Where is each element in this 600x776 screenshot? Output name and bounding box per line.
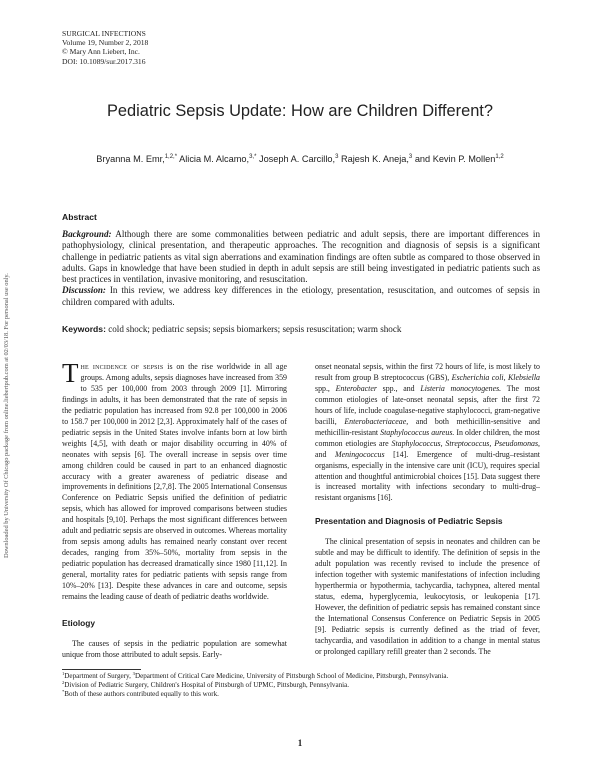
author-list xyxy=(0,154,600,164)
page-title: Pediatric Sepsis Update: How are Children Different? xyxy=(107,102,493,120)
right-column xyxy=(315,362,540,658)
intro-paragraph: is on the rise worldwide in all age groups. Among adults, sepsis diagnoses have increased from 359 to 535 per 100,000 from 2003 through 2009 [1]. Mirroring findings in adults, it has been demonstrated that the rate of sepsis in the pediatric population has increased from 92.8 per 100,000 in 2006 to 158.7 per 100,000 in 2012 [2,3]. Approximately half of the cases of pediatric sepsis in the United States involve infants born at low birth weights [4,5], with death or major disability occurring in 40% of neonates with sepsis [6]. The overall increase in sepsis over time among children could be caused in part to an enhanced diagnostic accuracy with a greater awareness of pediatric disease and improvements in definitions [2,7,8]. The 2005 International Consensus Conference on Pediatric Sepsis unified the definition of pediatric sepsis, which has allowed for improved comparisons between studies and hospitals [9,10]. Perhaps the most significant differences between adult and pediatric sepsis are observed in outcomes. Whereas mortality from sepsis among adults has remained nearly constant over recent decades, ranging from 35%–50%, mortality from sepsis in the pediatric population has decreased dramatically since 1980 [11,12]. In general, mortality rates for pediatric patients with sepsis range from 10%–20% [13]. Despite these advances in care and outcome, sepsis remains the leading cause of death of pediatric deaths worldwide. xyxy=(62,362,288,602)
presentation-paragraph: The clinical presentation of sepsis in neonates and children can be subtle and may be difficult to identify. The definition of sepsis in the adult population was recently revised to include the presence of infection together with systemic manifestations of infection including hyperthermia or hypothermia, tachycardia, tachypnea, altered mental status, edema, hyperglycemia, leukocytosis, or leukopenia [17]. However, the definition of pediatric sepsis has remained constant since the International Consensus Conference on Pediatric Sepsis in 2005 [9]. Pediatric sepsis is currently defined as the triad of fever, tachycardia, and vasodilation in addition to a change in mental status or prolonged capillary refill greater than 2 seconds. The xyxy=(315,537,540,656)
journal-volume: Volume 19, Number 2, 2018 xyxy=(62,38,149,48)
author-name: Bryanna M. Emr, xyxy=(96,154,165,164)
author-affiliation: 1,2,* xyxy=(164,154,178,160)
journal-copyright: © Mary Ann Liebert, Inc. xyxy=(62,47,140,57)
etiology-continued-paragraph: onset neonatal sepsis, within the first 72 hours of life, is most likely to result from group B streptococcus (GBS), Escherichia coli, Klebsiella spp., Enterobacter spp., and Listeria monocytogenes. The most common etiologies of late-onset neonatal sepsis, after the first 72 hours of life, include coagulase-negative staphylococci, gram-negative bacilli, Enterobacteriaceae, and both methicillin-sensitive and methicillin-resistant Staphylococcus aureus. In older children, the most common etiologies are Staphylococcus, Streptococcus, Pseudomonas, and Meningococcus [14]. Emergence of multi-drug–resistant organisms, especially in the intensive care unit (ICU), requires special attention and thoughtful antimicrobial choices [15]. Data suggest there is increased mortality with infections secondary to multi-drug–resistant organisms [16]. xyxy=(315,362,541,503)
author-affiliation: 3 xyxy=(335,154,339,160)
author-name: Alicia M. Alcamo, xyxy=(179,154,250,164)
intro-smallcaps: he incidence of sepsis xyxy=(80,362,164,371)
journal-doi[interactable]: DOI: 10.1089/sur.2017.316 xyxy=(62,56,146,66)
footnote-item: $^2$Division of Pediatric Surgery, Children's Hospital of Pittsburgh of UPMC, Pittsburgh, Pennsylvania. xyxy=(62,680,350,690)
abstract-background-text: Although there are some commonalities between pediatric and adult sepsis, there are important differences in pathophysiology, clinical presentation, and therapeutic approaches. The recognition and diagnosis of sepsis is a significant challenge in pediatric patients as vital sign aberrations and examination findings are often subtle as compared to those observed in adults. Gaps in knowledge that have been studied in depth in adult sepsis are still being investigated in pediatric patients such as best practices in ventilation, invasive monitoring, and resuscitation. xyxy=(62,229,540,285)
footnote-item: *Both of these authors contributed equally to this work. xyxy=(62,689,219,699)
journal-header xyxy=(62,29,148,66)
author-affiliation: 3 xyxy=(408,154,413,160)
author-affiliation: 1,2 xyxy=(495,154,504,160)
footnotes xyxy=(62,672,542,700)
author-affiliation: 3,* xyxy=(249,154,257,160)
abstract-heading: Abstract xyxy=(62,212,97,222)
etiology-heading: Etiology xyxy=(62,617,96,628)
keywords-label: Keywords: xyxy=(62,324,106,334)
abstract-background-label: Background: xyxy=(62,229,112,239)
left-column xyxy=(62,358,288,661)
etiology-paragraph: The causes of sepsis in the pediatric population are somewhat unique from those attributed to adult sepsis. Early- xyxy=(62,638,287,659)
author-name: Rajesh K. Aneja, xyxy=(340,154,409,164)
drop-cap: T xyxy=(62,358,79,388)
abstract-body xyxy=(62,229,540,308)
author-name: Joseph A. Carcillo, xyxy=(258,154,336,164)
keywords xyxy=(62,324,540,335)
presentation-heading: Presentation and Diagnosis of Pediatric Sepsis xyxy=(315,516,503,527)
abstract-discussion-label: Discussion: xyxy=(62,285,106,296)
footnote-divider xyxy=(62,669,141,670)
journal-name: SURGICAL INFECTIONS xyxy=(62,29,146,38)
keywords-text: cold shock; pediatric sepsis; sepsis biomarkers; sepsis resuscitation; warm shock xyxy=(108,324,402,334)
footnote-item: $^1$Department of Surgery, $^3$Department of Critical Care Medicine, University of Pittsburgh School of Medicine, Pittsburgh, Pennsylvania. xyxy=(62,671,449,680)
abstract-discussion-text: In this review, we address key differences in the etiology, presentation, resuscitation, and outcomes of sepsis in children compared with adults. xyxy=(62,285,540,307)
author-name: and Kevin P. Mollen xyxy=(414,154,496,164)
download-watermark: Downloaded by University Of Chicago package from online.liebertpub.com at 02/03/18. For personal use only. xyxy=(3,273,10,558)
page-number: 1 xyxy=(297,738,303,748)
